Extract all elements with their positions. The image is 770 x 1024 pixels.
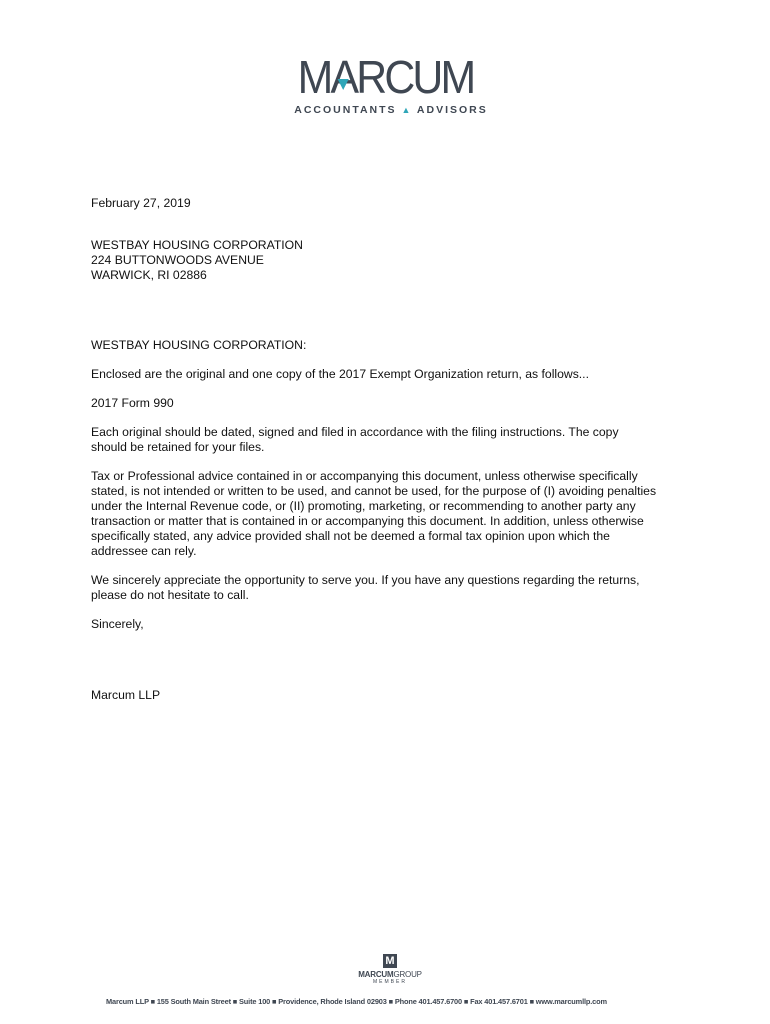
recipient-line: 224 BUTTONWOODS AVENUE [91,253,264,267]
form-line: 2017 Form 990 [91,396,174,410]
marcum-logo [297,51,473,103]
paragraph-line: stated, is not intended or written to be used, and cannot be used, for the purpose of (I) avoiding penalties [91,484,657,498]
logo-text-a: A [329,51,356,103]
recipient-line: WESTBAY HOUSING CORPORATION [91,238,303,252]
paragraph-line: please do not hesitate to call. [91,588,249,602]
footer-address: Marcum LLP ■ 155 South Main Street ■ Suite 100 ■ Providence, Rhode Island 02903 ■ Phone 401.457.6700 ■ Fax 401.457.6701 ■ www.marcumllp.com [106,997,607,1006]
triangle-icon [337,79,348,90]
disclaimer-paragraph [91,469,681,559]
group-bold: MARCUM [358,970,394,979]
salutation: WESTBAY HOUSING CORPORATION: [91,338,307,352]
signature: Marcum LLP [91,688,161,702]
letter-body [91,196,681,703]
closing: Sincerely, [91,617,144,631]
recipient-address [91,238,681,283]
tagline-accountants: ACCOUNTANTS [294,104,397,116]
closing-paragraph [91,573,681,603]
recipient-line: WARWICK, RI 02886 [91,268,207,282]
paragraph-line: specifically stated, any advice provided shall not be deemed a formal tax opinion upon which the [91,529,610,543]
group-light: GROUP [393,970,422,979]
logo-letter-a [329,51,356,103]
marcum-group-text [350,970,430,979]
enclosure-line: Enclosed are the original and one copy of the 2017 Exempt Organization return, as follows... [91,367,589,381]
paragraph-line: transaction or matter that is contained in or accompanying this document. In addition, unless otherwise [91,514,644,528]
paragraph-line: We sincerely appreciate the opportunity to serve you. If you have any questions regarding the returns, [91,573,640,587]
paragraph-line: should be retained for your files. [91,440,265,454]
marcum-group-icon: M [383,954,397,968]
paragraph-line: Each original should be dated, signed and filed in accordance with the filing instructions. The copy [91,425,619,439]
logo-text-m: M [297,51,330,103]
paragraph-line: under the Internal Revenue code, or (II) promoting, marketing, or recommending to another party any [91,499,636,513]
tagline-advisors: ADVISORS [416,104,488,116]
paragraph-line: addressee can rely. [91,544,197,558]
marcum-group-mark [350,954,430,985]
logo-tagline [6,104,770,116]
instructions-paragraph [91,425,681,455]
member-label: MEMBER [373,979,407,985]
paragraph-line: Tax or Professional advice contained in or accompanying this document, unless otherwise specifically [91,469,638,483]
tagline-triangle-icon: ▲ [401,105,413,115]
letterhead [0,51,770,116]
logo-text-rcum: RCUM [355,51,473,103]
letter-date: February 27, 2019 [91,196,191,210]
